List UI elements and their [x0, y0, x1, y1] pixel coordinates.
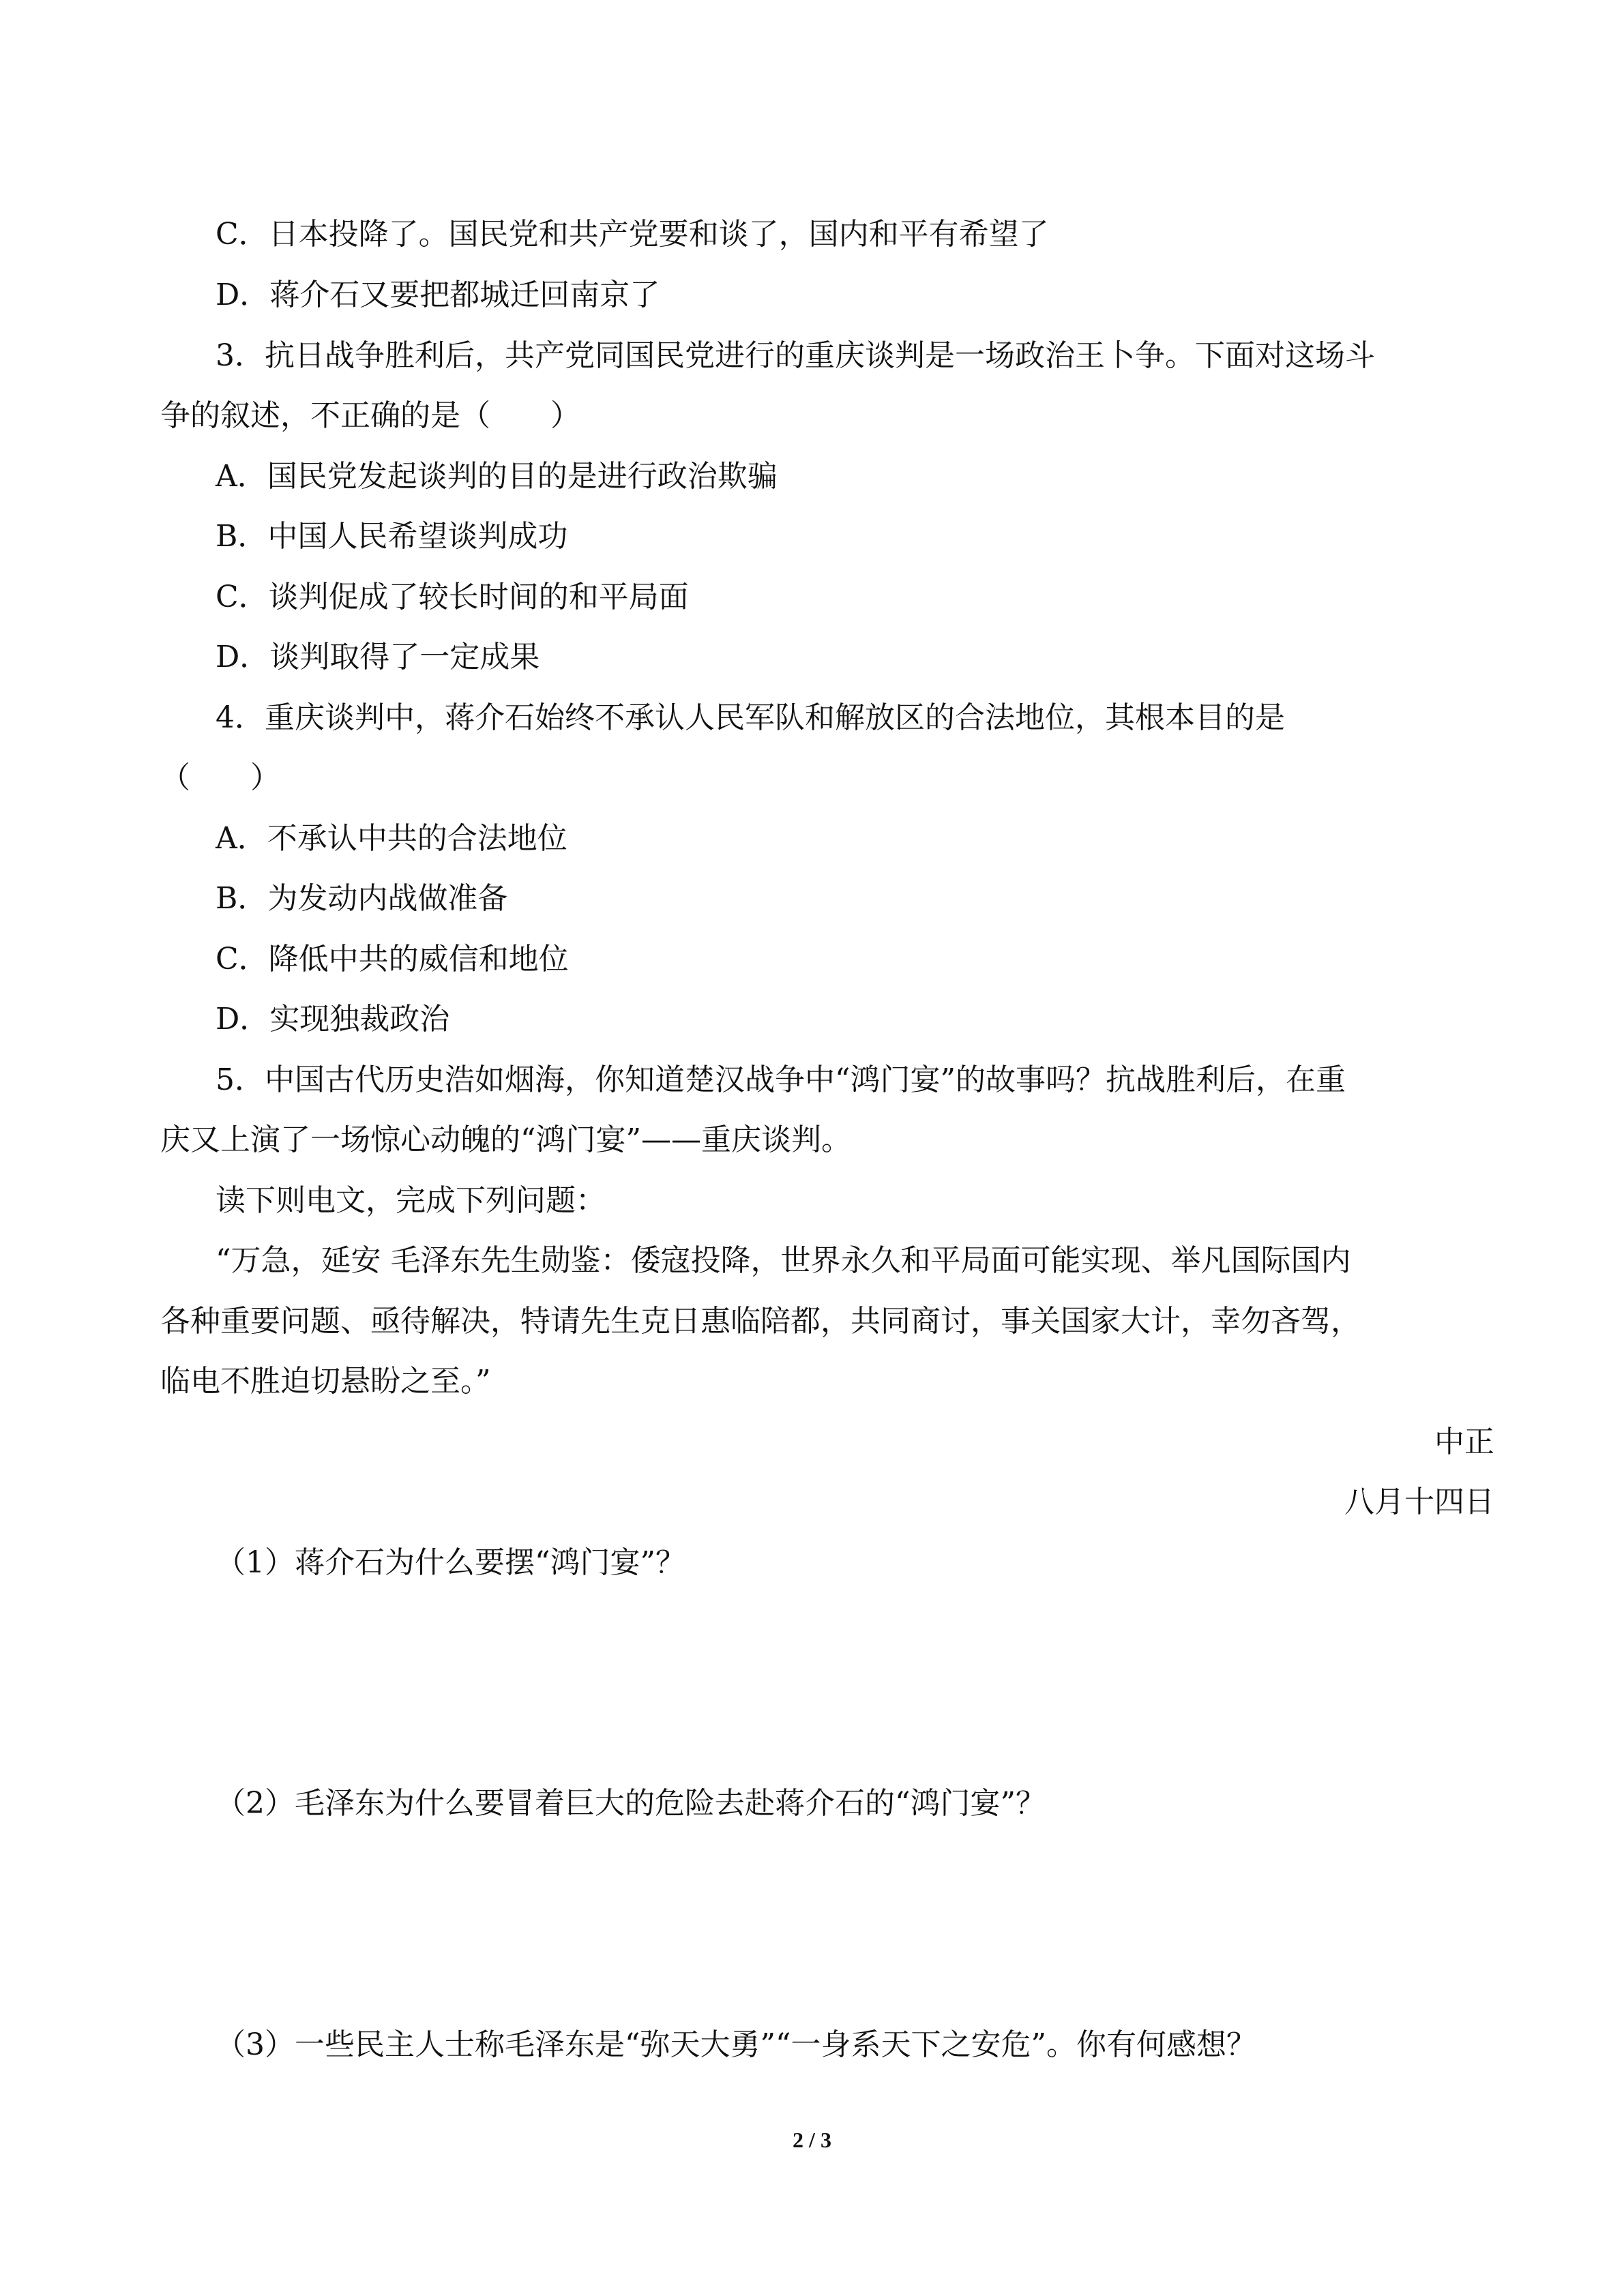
sub-question-1: （1）蒋介石为什么要摆“鸿门宴”？: [216, 1545, 685, 1580]
q3-stem-line-2: 争的叙述，不正确的是（ ）: [160, 398, 580, 433]
q4-option-d: D．实现独裁政治: [216, 1002, 450, 1037]
q4-stem-line-1: 4．重庆谈判中，蒋介石始终不承认人民军队和解放区的合法地位，其根本目的是: [216, 700, 1285, 735]
telegram-signature: 中正: [1434, 1425, 1494, 1459]
q4-option-b: B．为发动内战做准备: [216, 881, 508, 916]
q4-option-c: C．降低中共的威信和地位: [216, 942, 569, 976]
q2-option-c: C．日本投降了。国民党和共产党要和谈了，国内和平有希望了: [216, 217, 1049, 252]
telegram-line-1: “万急，延安 毛泽东先生勋鉴：倭寇投降，世界永久和平局面可能实现、举凡国际国内: [216, 1243, 1351, 1278]
q2-option-d: D．蒋介石又要把都城迁回南京了: [216, 278, 660, 312]
q3-option-b: B．中国人民希望谈判成功: [216, 519, 568, 554]
q5-stem-line-1: 5．中国古代历史浩如烟海，你知道楚汉战争中“鸿门宴”的故事吗？抗战胜利后，在重: [216, 1062, 1346, 1097]
sub-question-3: （3）一些民主人士称毛泽东是“弥天大勇”“一身系天下之安危”。你有何感想？: [216, 2027, 1256, 2062]
q3-option-c: C．谈判促成了较长时间的和平局面: [216, 580, 689, 614]
q3-stem-line-1: 3．抗日战争胜利后，共产党同国民党进行的重庆谈判是一场政治王卜争。下面对这场斗: [216, 338, 1375, 373]
page-number: 2 / 3: [793, 2128, 831, 2152]
telegram-date: 八月十四日: [1344, 1485, 1494, 1519]
q5-instruction: 读下则电文，完成下列问题：: [216, 1183, 606, 1218]
q4-option-a: A．不承认中共的合法地位: [216, 821, 567, 856]
q5-stem-line-2: 庆又上演了一场惊心动魄的“鸿门宴”——重庆谈判。: [160, 1122, 851, 1157]
q4-stem-line-2: （ ）: [160, 760, 280, 795]
telegram-line-2: 各种重要问题、亟待解决，特请先生克日惠临陪都，共同商讨，事关国家大计，幸勿吝驾，: [160, 1304, 1361, 1339]
sub-question-2: （2）毛泽东为什么要冒着巨大的危险去赴蒋介石的“鸿门宴”？: [216, 1786, 1046, 1821]
telegram-line-3: 临电不胜迫切悬盼之至。”: [160, 1364, 491, 1399]
q3-option-d: D．谈判取得了一定成果: [216, 640, 540, 674]
q3-option-a: A．国民党发起谈判的目的是进行政治欺骗: [216, 459, 778, 494]
